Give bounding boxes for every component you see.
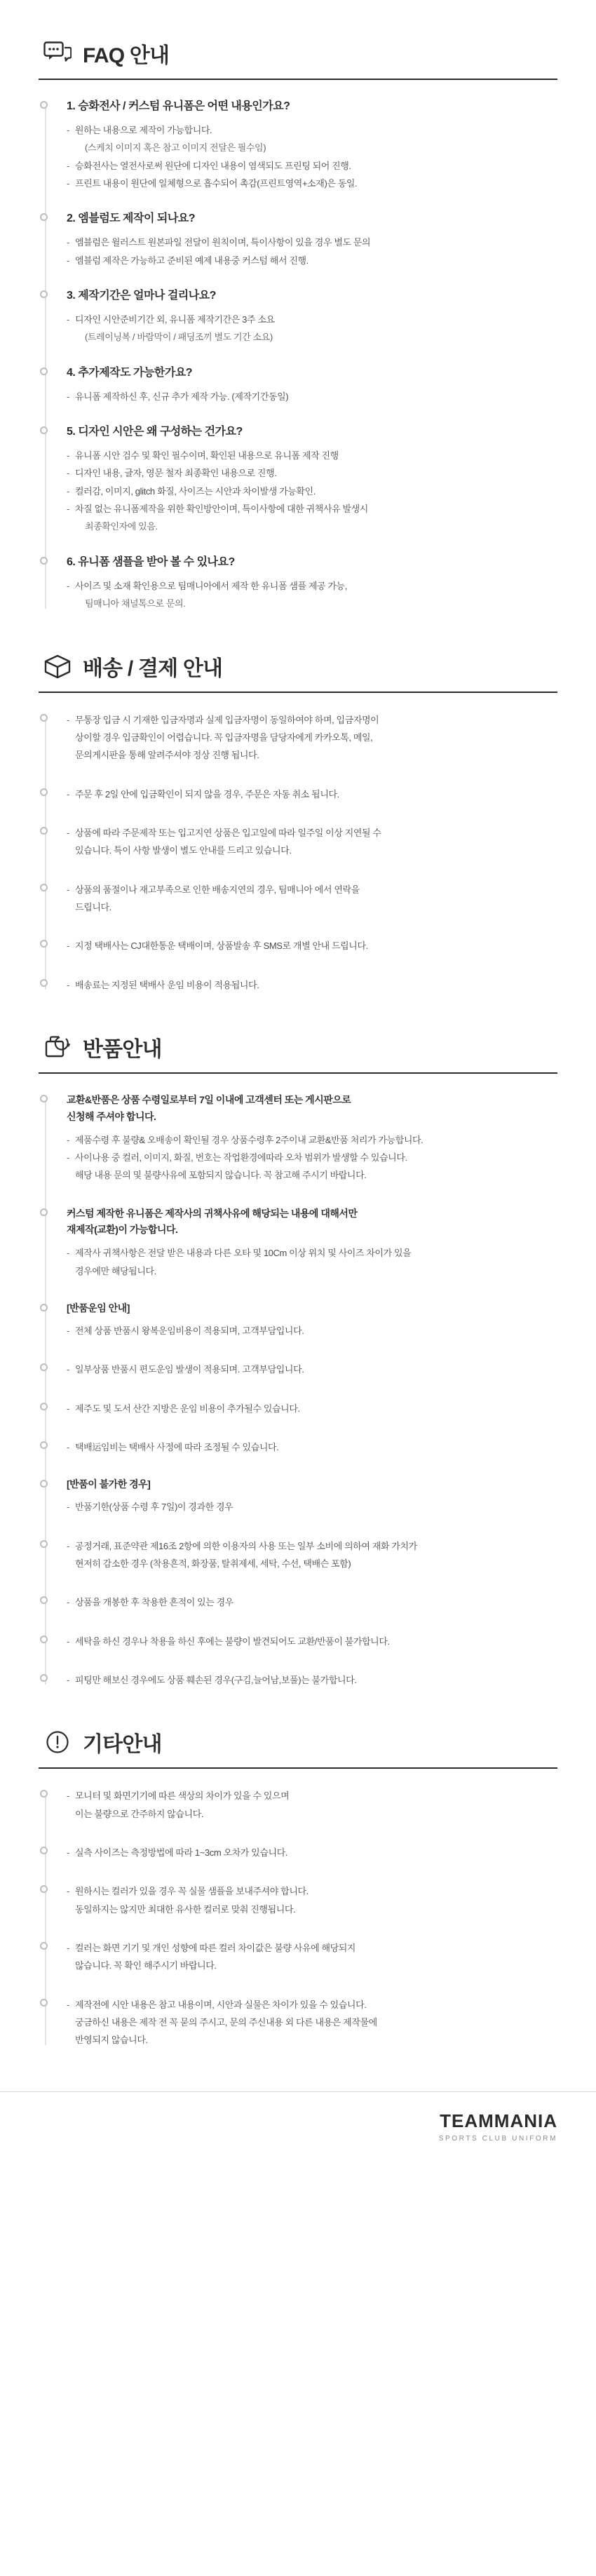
notice-line: 동일하지는 않지만 최대한 유사한 컬러로 맞춰 진행됩니다. xyxy=(75,1903,296,1915)
bullet-dot-icon xyxy=(40,1095,48,1102)
section-header-etc xyxy=(0,1727,596,1758)
return-fee-label: [반품운임 안내] xyxy=(67,1302,130,1314)
divider-etc xyxy=(39,1767,557,1769)
notice-line: - 원하시는 컬러가 있을 경우 꼭 실물 샘플을 보내주셔야 합니다. xyxy=(67,1882,557,1900)
heading-line: 신청해 주셔야 합니다. xyxy=(67,1110,156,1122)
notice-line: 경우에만 해당됩니다. xyxy=(75,1265,156,1276)
faq-list xyxy=(39,98,557,613)
list-item xyxy=(67,1206,557,1280)
bullet-dot-icon xyxy=(40,290,48,298)
page-title-etc: 기타안내 xyxy=(83,1733,162,1757)
bullet-dot-icon xyxy=(40,1403,48,1410)
bullet-dot-icon xyxy=(40,940,48,948)
return-policy-heading xyxy=(67,1092,557,1126)
notice-line: - 제주도 및 도서 산간 지방은 운임 비용이 추가될수 있습니다. xyxy=(67,1400,557,1417)
notice-line: - 상품에 따라 주문제작 또는 입고지연 상품은 입고일에 따라 일주일 이상 지연될 수 xyxy=(67,824,557,842)
section-header-shipping xyxy=(0,651,596,682)
bullet-dot-icon xyxy=(40,714,48,722)
timeline-rail xyxy=(45,1791,46,2044)
bullet-dot-icon xyxy=(40,1480,48,1488)
notice-line: 않습니다. 꼭 확인 해주시기 바랍니다. xyxy=(75,1960,217,1971)
answer-line: - 유니폼 시안 검수 및 확인 필수이며, 확인된 내용으로 유니폼 제작 진행 xyxy=(67,447,557,464)
notice-line: - 전체 상품 반품시 왕복운임비용이 적용되며, 고객부담입니다. xyxy=(67,1322,557,1340)
answer-line: - 프린트 내용이 원단에 일체형으로 흡수되어 촉감(프린트영역+소재)은 동일. xyxy=(67,175,557,192)
faq-question: 5. 디자인 시안은 왜 구성하는 건가요? xyxy=(67,426,243,438)
return-policy-heading xyxy=(67,1206,557,1239)
page-title-shipping: 배송 / 결제 안내 xyxy=(83,656,223,680)
bullet-dot-icon xyxy=(40,213,48,221)
answer-line: (스케치 이미지 혹은 참고 이미지 전달은 필수임) xyxy=(85,142,266,154)
answer-line: - 엠블럼 제작은 가능하고 준비된 예제 내용중 커스텀 해서 진행. xyxy=(67,252,557,269)
bullet-dot-icon xyxy=(40,1363,48,1371)
notice-line: - 반품기한(상품 수령 후 7일)이 경과한 경우 xyxy=(67,1498,557,1516)
return-box-icon xyxy=(42,1032,73,1063)
notice-line: - 일부상품 반품시 편도운임 발생이 적용되며. 고객부담입니다. xyxy=(67,1361,557,1378)
notice-line: - 공정거래, 표준약관 제16조 2항에 의한 이용자의 사용 또는 일부 소비에 의하여 재화 가치가 xyxy=(67,1537,557,1555)
divider-shipping xyxy=(39,692,557,693)
list-item xyxy=(67,1882,557,1918)
list-item xyxy=(67,1787,557,1823)
answer-line: - 디자인 시안준비기간 외, 유니폼 제작기간은 3주 소요 xyxy=(67,311,557,328)
notice-line: 현저히 감소한 경우 (착용흔적, 화장품, 탈취제세, 세탁, 수선, 택배슨 포함) xyxy=(75,1558,351,1569)
bullet-dot-icon xyxy=(40,1999,48,2007)
notice-line: - 제작사 귀책사항은 전달 받은 내용과 다른 오타 및 10Cm 이상 위치 및 사이즈 차이가 있을 xyxy=(67,1244,557,1262)
list-item xyxy=(67,1477,557,1516)
heading-line: 커스텀 제작한 유니폼은 제작사의 귀책사유에 해당되는 내용에 대해서만 xyxy=(67,1207,358,1219)
list-item xyxy=(67,210,557,269)
page-title-faq: FAQ 안내 xyxy=(83,44,170,67)
notice-line: 궁금하신 내용은 제작 전 꼭 묻의 주시고, 문의 주신내용 외 다른 내용은 제작물에 xyxy=(75,2017,377,2028)
answer-line: - 사이즈 및 소재 확인용으로 팀매니아에서 제작 한 유니폼 샘플 제공 가능, xyxy=(67,577,557,595)
return-list xyxy=(39,1092,557,1689)
notice-line: 해당 내용 문의 및 불량사유에 포함되지 않습니다. 꼭 참고해 주시기 바랍니다. xyxy=(75,1170,367,1181)
list-item xyxy=(67,1939,557,1975)
bullet-dot-icon xyxy=(40,1208,48,1216)
faq-guide-page xyxy=(0,38,596,2166)
list-item xyxy=(67,937,557,955)
notice-line: - 제품수령 후 불량& 오배송이 확인될 경우 상품수령후 2주이내 교환&반품 처리가 가능합니다. xyxy=(67,1131,557,1149)
notice-line: 반영되지 않습니다. xyxy=(75,2035,148,2046)
list-item xyxy=(67,1301,557,1340)
exclamation-circle-icon xyxy=(42,1727,73,1758)
answer-line: (트레이닝복 / 바람막이 / 패딩조끼 별도 기간 소요) xyxy=(85,332,273,343)
page-title-return: 반품안내 xyxy=(83,1037,162,1061)
bullet-dot-icon xyxy=(40,1304,48,1311)
notice-line: - 세탁을 하신 경우나 착용을 하신 후에는 불량이 발견되어도 교환/반품이 불가합니다. xyxy=(67,1633,557,1650)
notice-line: - 컬러는 화면 기기 및 개인 성향에 따른 컬러 차이값은 불량 사유에 해당되지 xyxy=(67,1939,557,1957)
list-item xyxy=(67,554,557,613)
notice-line: 문의게시판을 통해 알려주셔야 정상 진행 됩니다. xyxy=(75,750,259,761)
timeline-rail xyxy=(45,715,46,990)
faq-answer xyxy=(67,311,557,346)
answer-line: - 승화전사는 열전사로써 원단에 디자인 내용이 염색되도 프린팅 되어 진행. xyxy=(67,157,557,175)
bullet-dot-icon xyxy=(40,101,48,109)
list-item xyxy=(67,824,557,860)
list-item xyxy=(67,1996,557,2049)
faq-answer xyxy=(67,388,557,405)
bullet-dot-icon xyxy=(40,1790,48,1798)
faq-question: 4. 추가제작도 가능한가요? xyxy=(67,366,193,379)
shipping-list xyxy=(39,711,557,994)
bullet-dot-icon xyxy=(40,426,48,434)
notice-line: - 제작전에 시안 내용은 참고 내용이며, 시안과 실물은 차이가 있을 수 있습니다. xyxy=(67,1996,557,2014)
list-item xyxy=(67,1400,557,1417)
notice-line: - 피팅만 해보신 경우에도 상품 훼손된 경우(구김,늘어남,보풀)는 불가합니다. xyxy=(67,1671,557,1689)
list-item xyxy=(67,1671,557,1689)
list-item xyxy=(67,1593,557,1611)
section-header-return xyxy=(0,1032,596,1063)
answer-line: 최종확인자에 있음. xyxy=(85,521,158,532)
list-item xyxy=(67,424,557,536)
heading-line: 재제작(교환)이 가능합니다. xyxy=(67,1224,178,1236)
answer-line: - 디자인 내용, 글자, 영문 철자 최종확인 내용으로 진행. xyxy=(67,464,557,482)
etc-list xyxy=(39,1787,557,2049)
notice-line: 상이할 경우 입금확인이 어렵습니다. 꼭 입금자명을 담당자에게 카카오톡, 메일, xyxy=(75,731,373,743)
notice-line: - 모니터 및 화면기기에 따른 색상의 차이가 있을 수 있으며 xyxy=(67,1787,557,1805)
notice-line: - 택배运임비는 택배사 사정에 따라 조정될 수 있습니다. xyxy=(67,1438,557,1456)
notice-line: - 배송료는 지정된 택배사 운임 비용이 적용됩니다. xyxy=(67,976,557,994)
bullet-dot-icon xyxy=(40,367,48,375)
bullet-dot-icon xyxy=(40,884,48,891)
list-item xyxy=(67,1844,557,1861)
list-item xyxy=(67,1438,557,1456)
faq-answer xyxy=(67,577,557,613)
non-returnable-label: [반품이 불가한 경우] xyxy=(67,1478,151,1490)
notice-line: - 상품의 품절이나 재고부족으로 인한 배송지연의 경우, 팀매니아 에서 연락을 xyxy=(67,881,557,898)
bullet-dot-icon xyxy=(40,979,48,987)
bullet-dot-icon xyxy=(40,788,48,796)
answer-line: - 엠블럼은 윌러스트 원본파일 전달이 원칙이며, 특이사항이 있을 경우 별도 문의 xyxy=(67,234,557,251)
list-item xyxy=(67,785,557,803)
notice-line: - 실측 사이즈는 측정방법에 따라 1~3cm 오차가 있습니다. xyxy=(67,1844,557,1861)
faq-question: 1. 승화전사 / 커스텀 유니폼은 어떤 내용인가요? xyxy=(67,100,290,112)
bullet-dot-icon xyxy=(40,1942,48,1950)
brand-logo: TEAMMANIA xyxy=(440,2110,557,2131)
faq-answer xyxy=(67,447,557,536)
faq-question: 2. 엠블럼도 제작이 되나요? xyxy=(67,213,196,225)
divider-return xyxy=(39,1072,557,1074)
bullet-dot-icon xyxy=(40,1847,48,1854)
package-box-icon xyxy=(42,651,73,682)
list-item xyxy=(67,1361,557,1378)
answer-line: - 원하는 내용으로 제작이 가능합니다. xyxy=(67,121,557,139)
bullet-dot-icon xyxy=(40,557,48,565)
bullet-dot-icon xyxy=(40,1441,48,1449)
bullet-dot-icon xyxy=(40,1885,48,1893)
notice-line: 드립니다. xyxy=(75,901,111,912)
section-header-faq xyxy=(0,38,596,69)
timeline-rail xyxy=(45,102,46,609)
notice-line: - 사이나용 중 컬러, 이미지, 화질, 번호는 작업환경에따라 오차 범위가 발생할 수 있습니다. xyxy=(67,1149,557,1166)
notice-line: 이는 불량으로 간주하지 않습니다. xyxy=(75,1808,204,1819)
notice-line: - 지정 택배사는 CJ대한통운 택배이며, 상품발송 후 SMS로 개별 안내 드립니다. xyxy=(67,937,557,955)
faq-answer xyxy=(67,234,557,269)
list-item xyxy=(67,711,557,764)
list-item xyxy=(67,881,557,917)
bullet-dot-icon xyxy=(40,1636,48,1643)
list-item xyxy=(67,288,557,346)
list-item xyxy=(67,98,557,192)
list-item xyxy=(67,1537,557,1573)
list-item xyxy=(67,365,557,405)
list-item xyxy=(67,976,557,994)
faq-answer xyxy=(67,121,557,192)
bullet-dot-icon xyxy=(40,1674,48,1682)
footer xyxy=(0,2091,596,2166)
answer-line: - 차질 없는 유니폼제작을 위한 확인방안이며, 특이사항에 대한 귀책사유 발생시 xyxy=(67,500,557,518)
notice-line: 있습니다. 특이 사항 발생이 별도 안내를 드리고 있습니다. xyxy=(75,845,292,856)
answer-line: - 컬러감, 이미지, glitch 화질, 사이즈는 시안과 차이발생 가능확인. xyxy=(67,483,557,500)
faq-question: 6. 유니폼 샘플을 받아 볼 수 있나요? xyxy=(67,555,235,568)
notice-line: - 주문 후 2일 안에 입금확인이 되지 않을 경우, 주문은 자동 취소 됩니다. xyxy=(67,785,557,803)
answer-line: - 유니폼 제작하신 후, 신규 추가 제작 가능. (제작기간동일) xyxy=(67,388,557,405)
brand-tagline: SPORTS CLUB UNIFORM xyxy=(438,2134,557,2143)
faq-question: 3. 제작기간은 얼마나 걸리나요? xyxy=(67,290,216,302)
bullet-dot-icon xyxy=(40,1596,48,1604)
notice-line: - 상품을 개봉한 후 착용한 흔적이 있는 경우 xyxy=(67,1593,557,1611)
bullet-dot-icon xyxy=(40,1540,48,1548)
answer-line: 팀매니아 채널톡으로 문의. xyxy=(85,598,186,609)
heading-line: 교환&반품은 상품 수령일로부터 7일 이내에 고객센터 또는 게시판으로 xyxy=(67,1093,351,1105)
notice-line: - 무통장 입금 시 기재한 입금자명과 실제 입금자명이 동일하여야 하며, 입금자명이 xyxy=(67,711,557,729)
speech-bubbles-icon xyxy=(42,38,73,69)
bullet-dot-icon xyxy=(40,827,48,835)
divider-faq xyxy=(39,79,557,80)
list-item xyxy=(67,1092,557,1185)
list-item xyxy=(67,1633,557,1650)
